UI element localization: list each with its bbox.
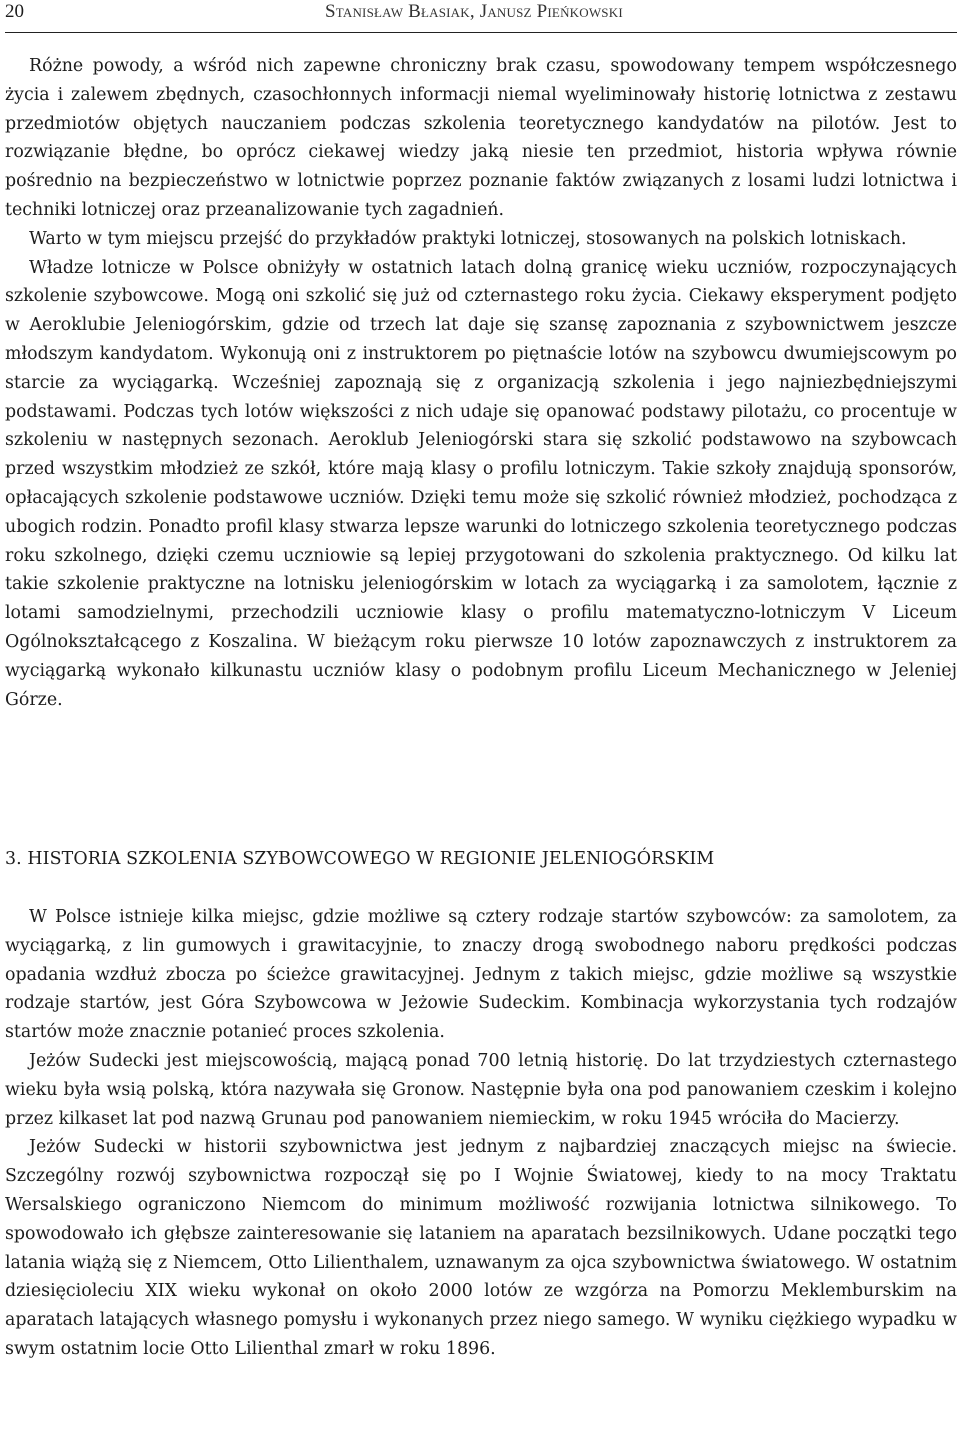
paragraph: Jeżów Sudecki w historii szybownictwa jest jednym z najbardziej znaczących miejsc na świecie. Szczególny rozwój szybownictwa rozpoczął się po I Wojnie Światowej, kiedy to na mocy Traktatu Wersalskiego ograniczono Niemcom do minimum możliwość rozwijania lotnictwa silnikowego. To spowodowało ich głębsze zainteresowanie się lataniem na aparatach bezsilnikowych. Udane początki tego latania wiążą się z Niemcem, Otto Lilienthalem, uznawanym za ojca szybownictwa światowego. W ostatnim dziesięcioleciu XIX wieku wykonał on około 2000 lotów ze wzgórza na Pomorzu Meklemburskim na aparatach latających własnego pomysłu i wykonanych przez niego samego. W wyniku ciężkiego wypadku w swym ostatnim locie Otto Lilienthal zmarł w roku 1896. [5,1137,957,1359]
paragraph: W Polsce istnieje kilka miejsc, gdzie możliwe są cztery rodzaje startów szybowców: za samolotem, za wyciągarką, z lin gumowych i grawitacyjnie, to znaczy drogą swobodnego naboru prędkości podczas opadania wzdłuż zbocza po ścieżce grawitacyjnej. Jednym z takich miejsc, gdzie możliwe są wszystkie rodzaje startów, jest Góra Szybowcowa w Jeżowie Sudeckim. Kombinacja wykorzystania tych rodzajów startów może znacznie potanieć proces szkolenia. [5,907,957,1043]
paragraph: Władze lotnicze w Polsce obniżyły w ostatnich latach dolną granicę wieku uczniów, rozpoczynających szkolenie szybowcowe. Mogą oni szkolić się już od czternastego roku życia. Ciekawy eksperyment podjęto w Aeroklubie Jeleniogórskim, gdzie od trzech lat daje się szansę zapoznania z szybownictwem jeszcze młodszym kandydatom. Wykonują oni z instruktorem po piętnaście lotów na szybowcu dwumiejscowym po starcie za wyciągarką. Wcześniej zapoznają się z organizacją szkolenia i jego najniezbędniejszymi podstawami. Podczas tych lotów większości z nich udaje się opanować podstawy pilotażu, co procentuje w szkoleniu w następnych sezonach. Aeroklub Jeleniogórski stara się szkolić podstawowo na szybowcach przed wszystkim młodzież ze szkół, które mają klasy o profilu lotniczym. Takie szkoły znajdują sponsorów, opłacających szkolenie podstawowe uczniów. Dzięki temu może się szkolić również młodzież, pochodząca z ubogich rodzin. Ponadto profil klasy stwarza lepsze warunki do lotniczego szkolenia teoretycznego podczas roku szkolnego, dzięki czemu uczniowie są lepiej przygotowani do szkolenia praktycznego. Od kilku lat takie szkolenie praktyczne na lotnisku jeleniogórskim w lotach za wyciągarką i za samolotem, łącznie z lotami samodzielnymi, przechodzili uczniowie klasy o profilu matematyczno-lotniczym V Liceum Ogólnokształcącego z Koszalina. W bieżącym roku pierwsze 10 lotów zapoznawczych z instruktorem za wyciągarką wykonało kilkunastu uczniów klasy o podobnym profilu Liceum Mechanicznego w Jeleniej Górze. [5,257,957,710]
section-heading: 3. HISTORIA SZKOLENIA SZYBOWCOWEGO W REGIONIE JELENIOGÓRSKIM [5,849,715,869]
page [5,0,957,1359]
page-number: 20 [5,1,24,22]
paragraph: Warto w tym miejscu przejść do przykładów praktyki lotniczej, stosowanych na polskich lotniskach. [29,228,907,249]
paragraph: Jeżów Sudecki jest miejscowością, mającą ponad 700 letnią historię. Do lat trzydziestych czternastego wieku była wsią polską, która nazywała się Gronow. Następnie była ona pod panowaniem czeskim i kolejno przez kilkaset lat pod nazwą Grunau pod panowaniem niemieckim, w roku 1945 wróciła do Macierzy. [5,1050,957,1129]
section-1-body [5,52,957,714]
running-head: Stanisław Błasiak, Janusz Pieńkowski [325,1,623,22]
page-header [5,0,957,33]
paragraph: Różne powody, a wśród nich zapewne chroniczny brak czasu, spowodowany tempem współczesnego życia i zalewem zbędnych, czasochłonnych informacji niemal wyeliminowały historię lotnictwa z zestawu przedmiotów objętych nauczaniem podczas szkolenia teoretycznego kandydatów na pilotów. Jest to rozwiązanie błędne, bo oprócz ciekawej wiedzy jaką niesie ten przedmiot, historia wpływa równie pośrednio na bezpieczeństwo w lotnictwie poprzez poznanie faktów związanych z losami ludzi lotnictwa i techniki lotniczej oraz przeanalizowanie tych zagadnień. [5,56,957,220]
section-2-body [5,903,957,1364]
